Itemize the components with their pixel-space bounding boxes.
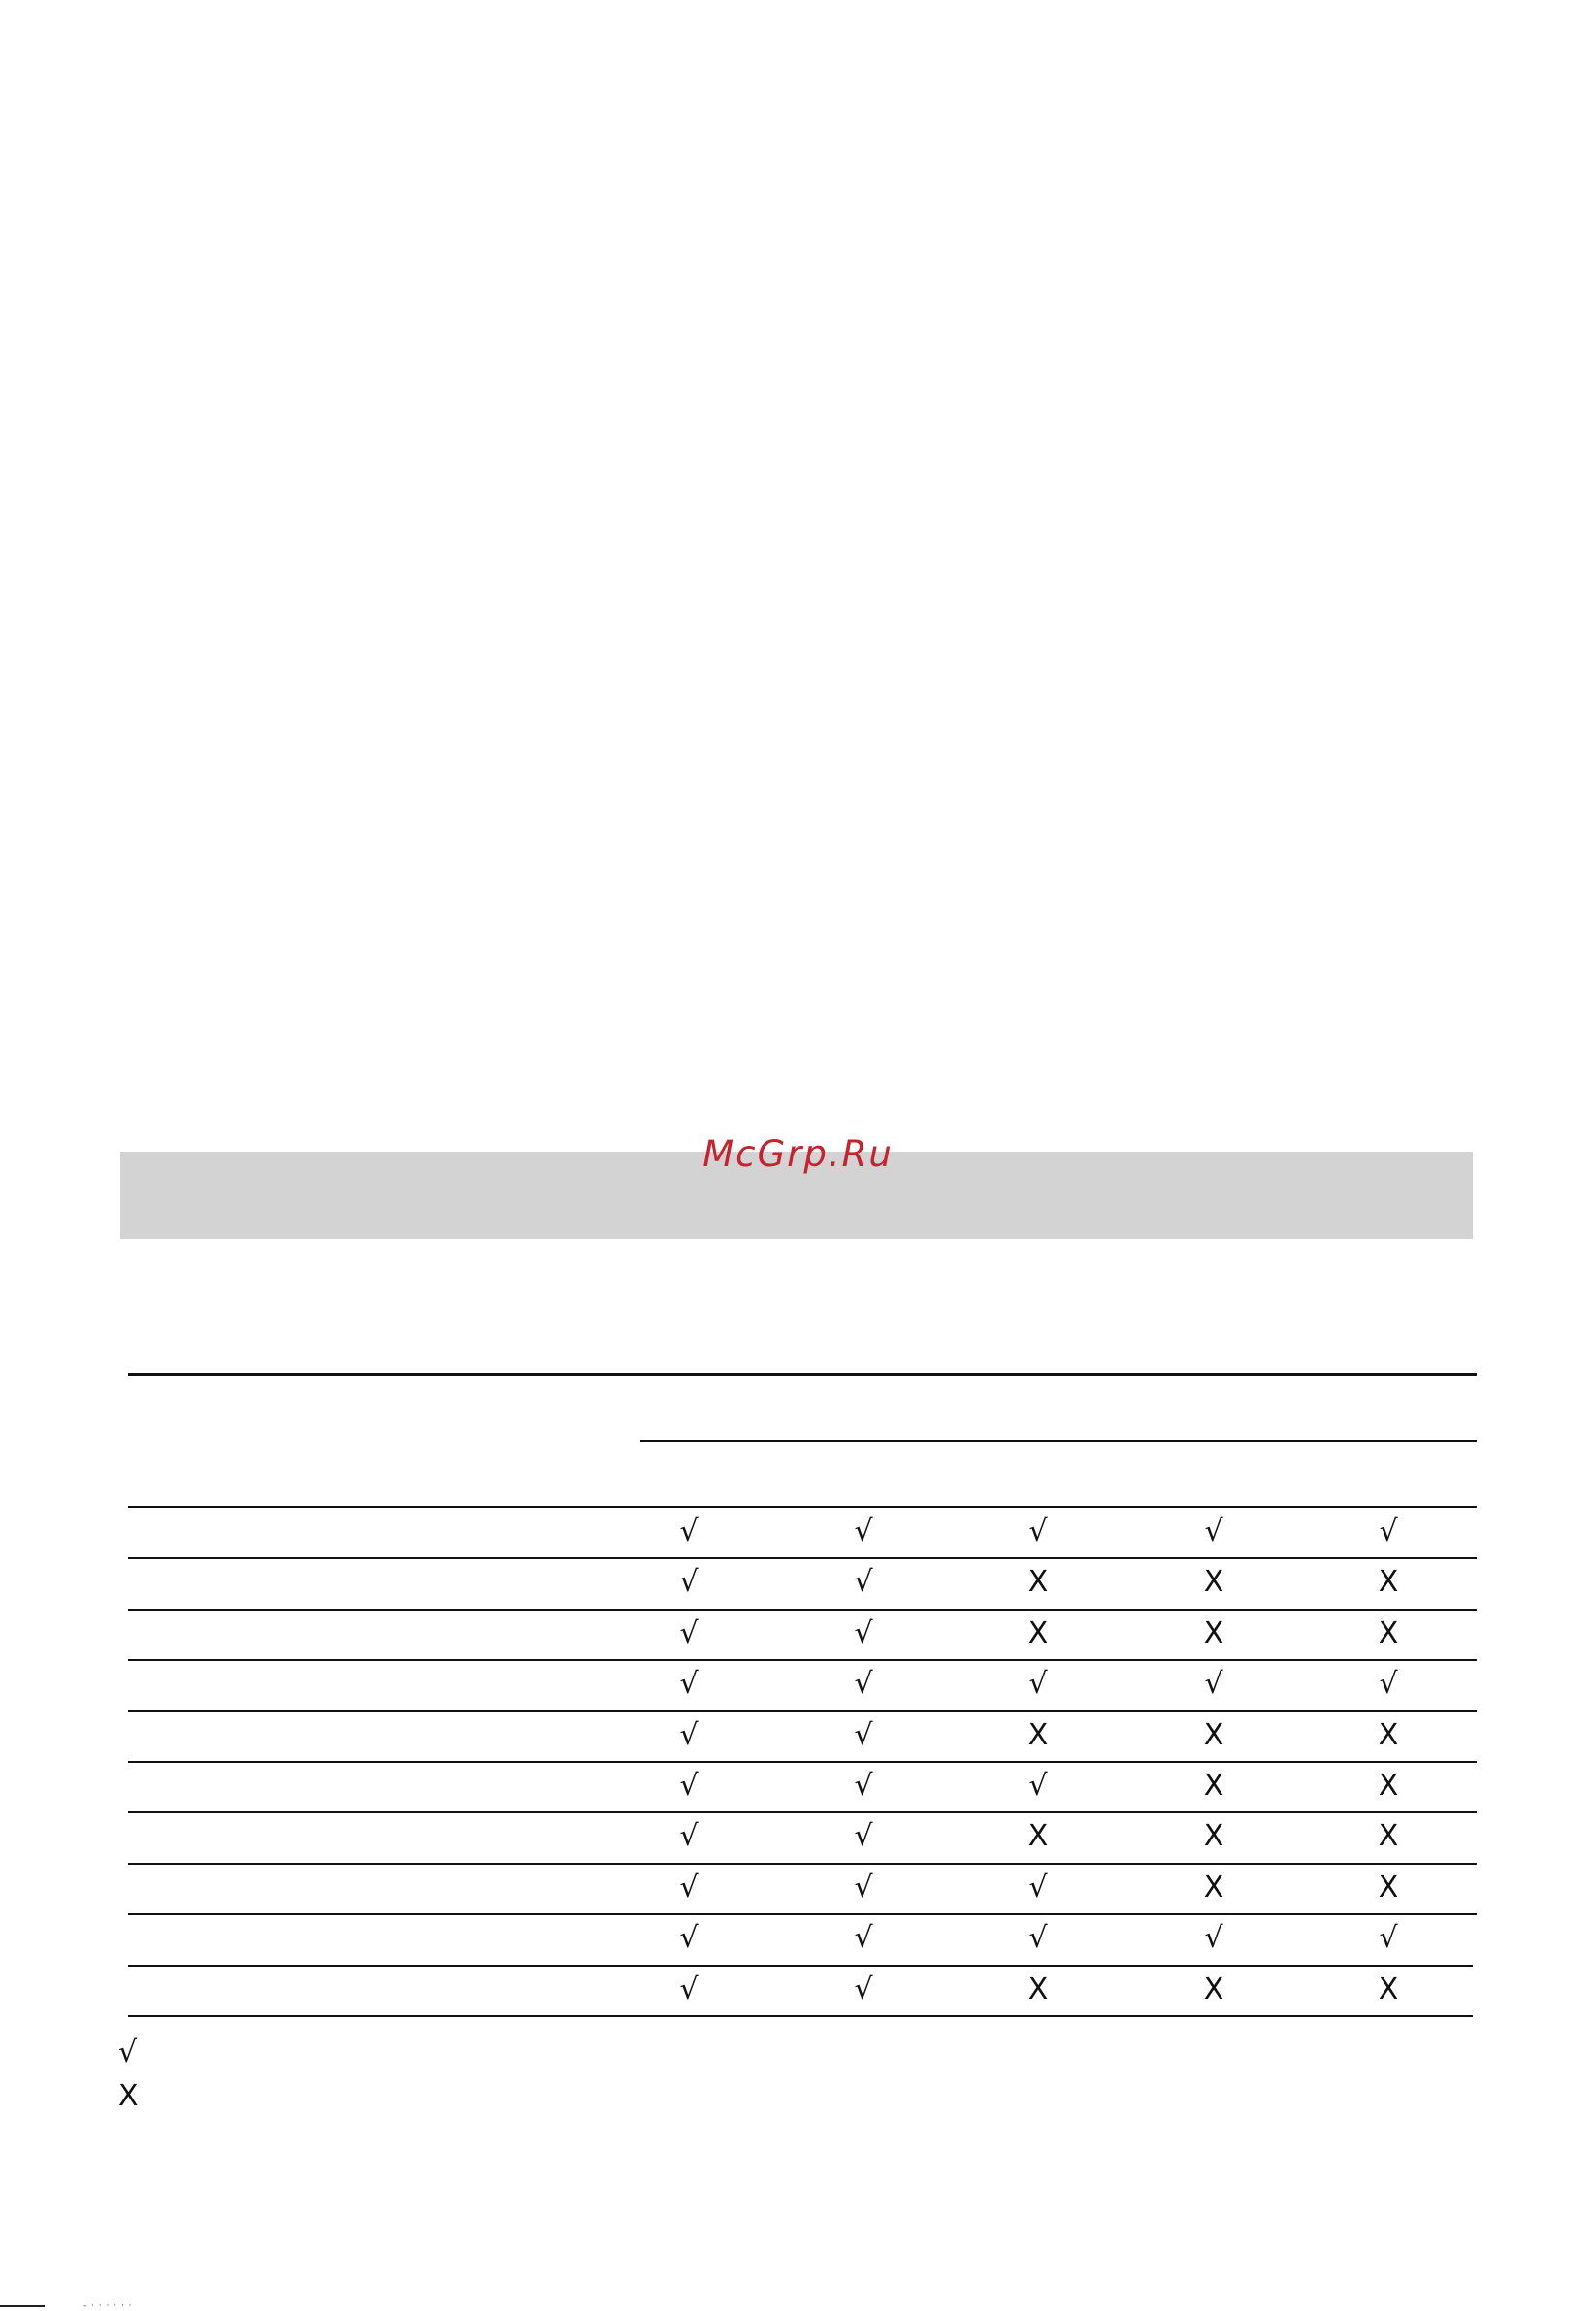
cross-mark: X [1378,1769,1399,1803]
check-mark: √ [1204,1514,1223,1548]
table-row-rule [128,1863,1477,1865]
page-corner-mark [0,2305,45,2307]
check-mark: √ [679,1565,699,1599]
cross-mark: X [1027,1616,1049,1650]
check-mark: √ [1379,1514,1398,1548]
check-mark: √ [1204,1921,1223,1955]
cross-mark: X [1203,1819,1224,1853]
cross-mark: X [1027,1565,1049,1599]
check-mark: √ [1204,1667,1223,1701]
check-mark: √ [679,1718,699,1752]
table-row-rule [128,1761,1477,1763]
cross-mark: X [1378,1871,1399,1904]
cross-mark: X [1203,1871,1224,1904]
table-row-rule [128,1913,1477,1915]
legend-check-symbol: √ [118,2035,138,2069]
cross-mark: X [1203,1616,1224,1650]
footer-code: ‐ · · · · · · [83,2301,133,2311]
cross-mark: X [1378,1565,1399,1599]
check-mark: √ [679,1667,699,1701]
cross-mark: X [1027,1972,1049,2006]
table-row-rule [128,1609,1477,1611]
check-mark: √ [679,1616,699,1650]
table-top-rule [128,1373,1477,1376]
watermark: McGrp.Ru [702,1133,894,1175]
check-mark: √ [854,1565,873,1599]
check-mark: √ [679,1871,699,1904]
check-mark: √ [679,1921,699,1955]
check-mark: √ [854,1819,873,1853]
check-mark: √ [854,1921,873,1955]
check-mark: √ [854,1972,873,2006]
check-mark: √ [1028,1514,1048,1548]
check-mark: √ [1028,1667,1048,1701]
header-bottom-rule [128,1506,1477,1508]
check-mark: √ [679,1819,699,1853]
cross-mark: X [1203,1565,1224,1599]
check-mark: √ [854,1616,873,1650]
table-row-rule [128,1811,1477,1813]
check-mark: √ [1379,1921,1398,1955]
check-mark: √ [1379,1667,1398,1701]
check-mark: √ [854,1514,873,1548]
check-mark: √ [854,1667,873,1701]
check-mark: √ [854,1718,873,1752]
header-sub-rule [640,1440,1477,1442]
table-row-rule [128,1659,1477,1661]
table-row-rule [128,1557,1477,1559]
table-row-rule [128,1965,1473,1967]
check-mark: √ [679,1972,699,2006]
check-mark: √ [1028,1769,1048,1803]
check-mark: √ [1028,1921,1048,1955]
legend-cross-symbol: X [118,2079,139,2113]
check-mark: √ [854,1769,873,1803]
check-mark: √ [1028,1871,1048,1904]
check-mark: √ [854,1871,873,1904]
cross-mark: X [1378,1819,1399,1853]
cross-mark: X [1203,1769,1224,1803]
cross-mark: X [1378,1718,1399,1752]
cross-mark: X [1203,1972,1224,2006]
cross-mark: X [1027,1718,1049,1752]
cross-mark: X [1027,1819,1049,1853]
check-mark: √ [679,1514,699,1548]
cross-mark: X [1378,1616,1399,1650]
table-row-rule [128,2015,1473,2017]
cross-mark: X [1378,1972,1399,2006]
table-row-rule [128,1710,1477,1712]
check-mark: √ [679,1769,699,1803]
cross-mark: X [1203,1718,1224,1752]
